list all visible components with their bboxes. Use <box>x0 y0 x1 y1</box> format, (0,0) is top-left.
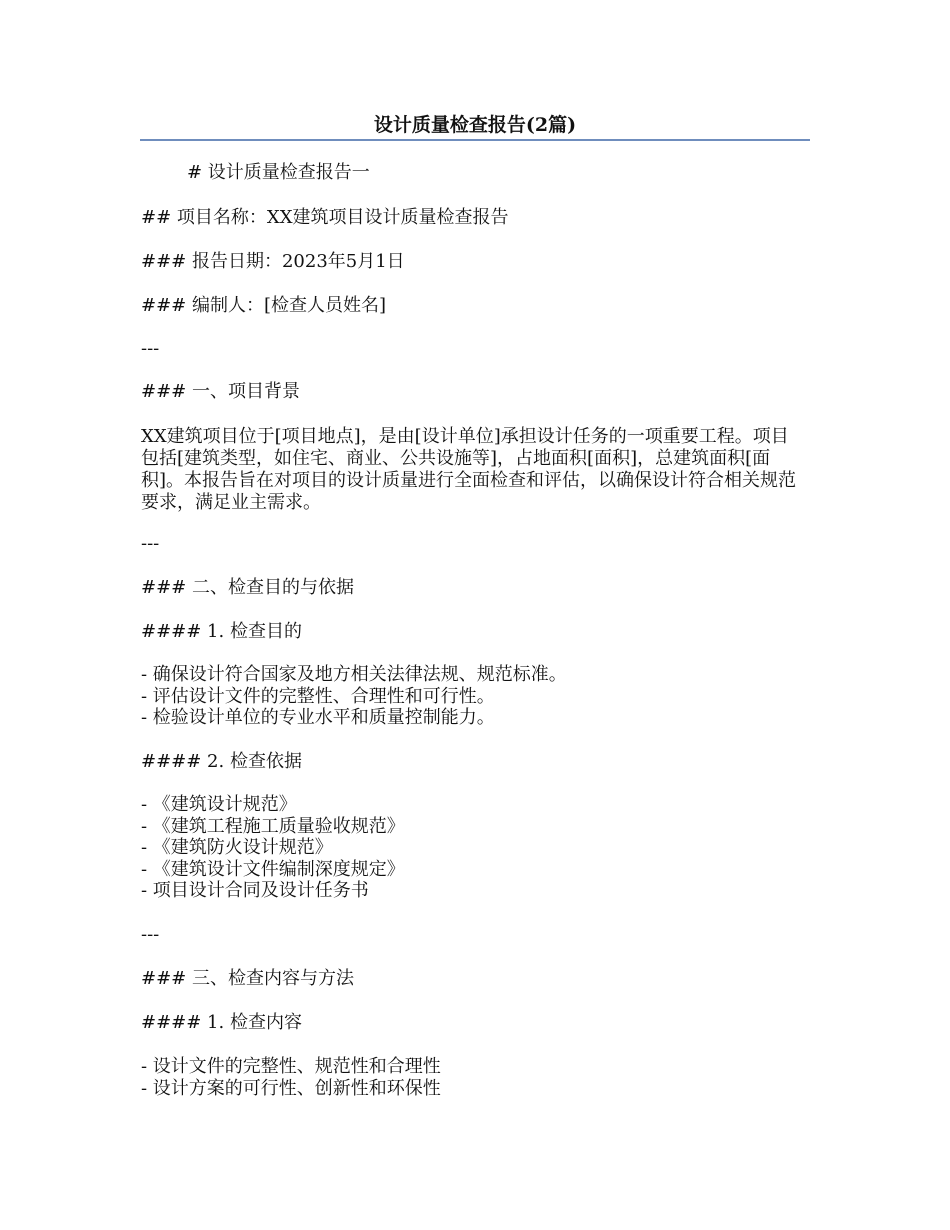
author: ### 编制人：[检查人员姓名] <box>141 295 387 316</box>
list-item: - 项目设计合同及设计任务书 <box>141 880 369 901</box>
section3-sub1-heading: #### 1. 检查内容 <box>141 1012 302 1033</box>
list-item: - 《建筑设计规范》 <box>141 794 297 815</box>
list-item: - 确保设计符合国家及地方相关法律法规、规范标准。 <box>141 664 567 685</box>
list-item: - 评估设计文件的完整性、合理性和可行性。 <box>141 685 495 707</box>
main-heading: # 设计质量检查报告一 <box>187 162 370 183</box>
project-name: ## 项目名称：XX建筑项目设计质量检查报告 <box>141 207 509 228</box>
list-item: - 《建筑防火设计规范》 <box>141 837 333 858</box>
section1-paragraph: XX建筑项目位于[项目地点]，是由[设计单位]承担设计任务的一项重要工程。项目包括[建筑类型，如住宅、商业、公共设施等]，占地面积[面积]，总建筑面积[面积]。本报告旨在对项目的设计质量进行全面检查和评估，以确保设计符合相关规范要求，满足业主需求。 <box>141 426 797 513</box>
section2-sub2-heading: #### 2. 检查依据 <box>141 751 302 772</box>
separator: --- <box>141 533 160 554</box>
section2-sub2-list <box>141 794 405 902</box>
report-date: ### 报告日期：2023年5月1日 <box>141 251 405 272</box>
section1-heading: ### 一、项目背景 <box>141 381 300 402</box>
list-item: - 设计文件的完整性、规范性和合理性 <box>141 1056 441 1077</box>
list-item: - 《建筑设计文件编制深度规定》 <box>141 858 405 880</box>
document-title: 设计质量检查报告(2篇) <box>373 114 577 136</box>
section3-sub1-list <box>141 1056 441 1099</box>
list-item: - 检验设计单位的专业水平和质量控制能力。 <box>141 707 495 728</box>
list-item: - 设计方案的可行性、创新性和环保性 <box>141 1077 441 1099</box>
section2-sub1-list <box>141 664 567 729</box>
section2-heading: ### 二、检查目的与依据 <box>141 577 354 598</box>
section2-sub1-heading: #### 1. 检查目的 <box>141 621 302 642</box>
separator: --- <box>141 924 160 945</box>
separator: --- <box>141 338 160 359</box>
title-underline <box>140 139 810 141</box>
list-item: - 《建筑工程施工质量验收规范》 <box>141 815 405 837</box>
section3-heading: ### 三、检查内容与方法 <box>141 968 354 989</box>
